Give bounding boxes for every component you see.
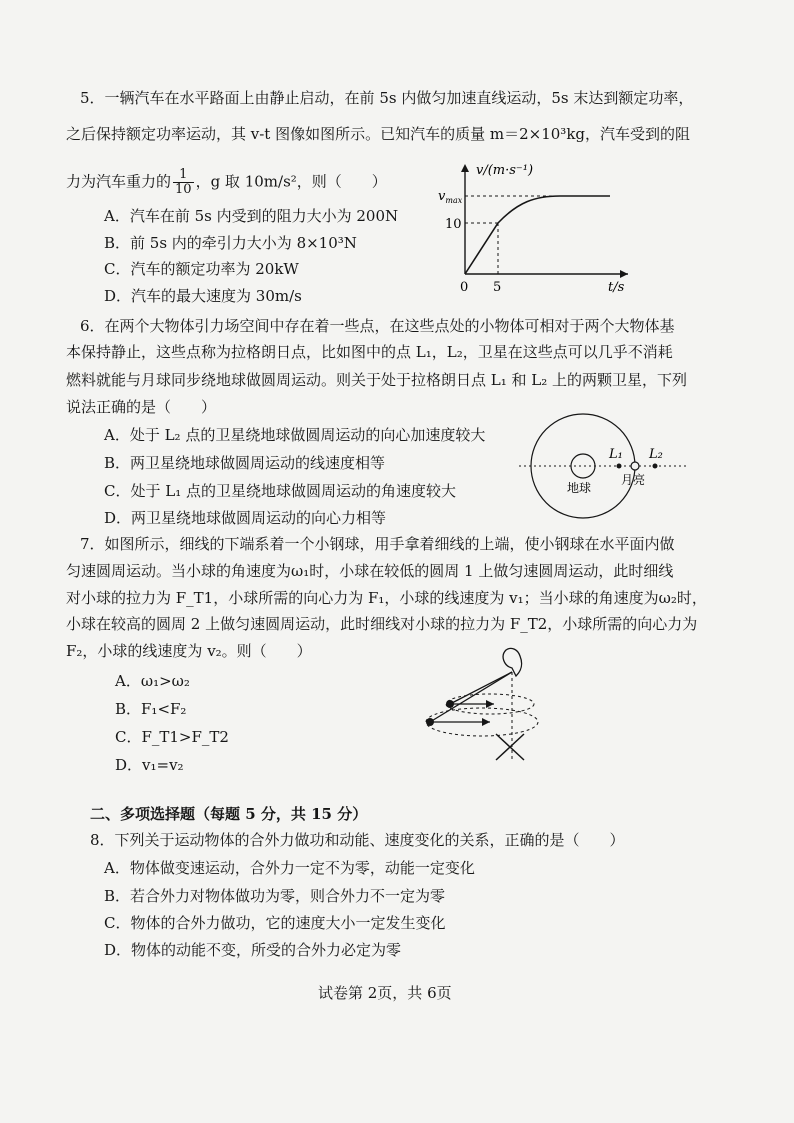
q6-line-4: 说法正确的是（ ） bbox=[66, 398, 217, 416]
q5-option-b: B．前 5s 内的牵引力大小为 8×10³N bbox=[104, 234, 357, 252]
q7-pendulum-figure bbox=[420, 642, 550, 767]
q6-earth-label: 地球 bbox=[567, 481, 592, 495]
q8-option-d: D．物体的动能不变，所受的合外力必定为零 bbox=[104, 941, 402, 959]
q5-fraction-numerator: 1 bbox=[173, 168, 194, 183]
q6-l1-label: L₁ bbox=[609, 447, 623, 462]
q5-line-1: 5．一辆汽车在水平路面上由静止启动，在前 5s 内做匀加速直线运动，5s 末达到额定功率， bbox=[80, 89, 694, 107]
q7-option-a: A．ω₁>ω₂ bbox=[115, 672, 190, 690]
q6-line-1: 6．在两个大物体引力场空间中存在着一些点，在这些点处的小物体可相对于两个大物体基 bbox=[80, 317, 675, 335]
q6-option-b: B．两卫星绕地球做圆周运动的线速度相等 bbox=[104, 454, 386, 472]
q6-option-d: D．两卫星绕地球做圆周运动的向心力相等 bbox=[104, 509, 387, 527]
q5-fraction-denominator: 10 bbox=[175, 182, 192, 197]
q7-ball-2 bbox=[446, 700, 454, 708]
q8-line-1: 8．下列关于运动物体的合外力做功和动能、速度变化的关系，正确的是（ ） bbox=[90, 831, 625, 849]
q7-option-c: C．F_T1>F_T2 bbox=[115, 728, 229, 746]
section-2-title: 二、多项选择题（每题 5 分，共 15 分） bbox=[90, 805, 368, 823]
q7-string-2 bbox=[450, 672, 512, 704]
q5-vt-graph bbox=[430, 156, 640, 296]
q7-arrow-2 bbox=[486, 700, 494, 708]
q7-line-5: F₂，小球的线速度为 v₂。则（ ） bbox=[66, 642, 312, 660]
q8-option-b: B．若合外力对物体做功为零，则合外力不一定为零 bbox=[104, 887, 446, 905]
q5-graph-xlabel: t/s bbox=[608, 280, 625, 295]
q5-line-3-prefix: 力为汽车重力的 bbox=[66, 172, 172, 191]
q5-graph-x-tick-5: 5 bbox=[493, 280, 502, 295]
q6-line-2: 本保持静止，这些点称为拉格朗日点，比如图中的点 L₁，L₂，卫星在这些点可以几乎不消耗 bbox=[66, 343, 673, 361]
q5-fraction bbox=[173, 168, 194, 197]
q5-graph-vmax-label bbox=[438, 189, 463, 205]
q7-line-2: 匀速圆周运动。当小球的角速度为ω₁时，小球在较低的圆周 1 上做匀速圆周运动，此时细线 bbox=[66, 562, 674, 580]
q5-graph-vmax-sub: max bbox=[445, 196, 463, 205]
q5-graph-x-arrow bbox=[620, 270, 628, 278]
q7-hand-icon bbox=[503, 648, 522, 676]
q7-option-d: D．v₁=v₂ bbox=[115, 756, 184, 774]
q7-line-4: 小球在较高的圆周 2 上做匀速圆周运动，此时细线对小球的拉力为 F_T2，小球所需的向心力为 bbox=[66, 615, 698, 633]
q7-line-3: 对小球的拉力为 F_T1，小球所需的向心力为 F₁，小球的线速度为 v₁；当小球的角速度为ω₂时， bbox=[66, 589, 707, 607]
q7-ball-1 bbox=[426, 718, 434, 726]
q8-option-a: A．物体做变速运动，合外力一定不为零，动能一定变化 bbox=[104, 859, 475, 877]
q5-graph-ylabel: v/(m·s⁻¹) bbox=[476, 163, 534, 178]
q7-option-b: B．F₁<F₂ bbox=[115, 700, 187, 718]
q7-arrow-1 bbox=[482, 718, 490, 726]
q6-l1-point bbox=[617, 464, 622, 469]
q5-graph-vmax-v: v bbox=[438, 189, 446, 204]
q5-graph-y-tick-10: 10 bbox=[445, 217, 462, 232]
q5-line-3-suffix: ，g 取 10m/s²，则（ ） bbox=[195, 172, 387, 191]
q7-line-1: 7．如图所示，细线的下端系着一个小钢球，用手拿着细线的上端，使小钢球在水平面内做 bbox=[80, 535, 675, 553]
q5-graph-curve bbox=[465, 196, 610, 274]
q5-option-a: A．汽车在前 5s 内受到的阻力大小为 200N bbox=[104, 207, 399, 225]
q6-option-a: A．处于 L₂ 点的卫星绕地球做圆周运动的向心加速度较大 bbox=[104, 426, 486, 444]
q6-moon-label: 月亮 bbox=[621, 473, 646, 487]
q5-line-3 bbox=[66, 168, 387, 197]
q6-l2-point bbox=[653, 464, 658, 469]
q8-option-c: C．物体的合外力做功，它的速度大小一定发生变化 bbox=[104, 914, 446, 932]
q6-option-c: C．处于 L₁ 点的卫星绕地球做圆周运动的角速度较大 bbox=[104, 482, 456, 500]
q5-graph-y-arrow bbox=[461, 164, 469, 172]
q5-option-d: D．汽车的最大速度为 30m/s bbox=[104, 287, 302, 305]
q5-option-c: C．汽车的额定功率为 20kW bbox=[104, 260, 299, 278]
q6-line-3: 燃料就能与月球同步绕地球做圆周运动。则关于处于拉格朗日点 L₁ 和 L₂ 上的两颗卫星，下列 bbox=[66, 371, 688, 389]
q5-line-2: 之后保持额定功率运动，其 v-t 图像如图所示。已知汽车的质量 m＝2×10³kg，汽车受到的阻 bbox=[66, 125, 691, 143]
q6-l2-label: L₂ bbox=[649, 447, 663, 462]
q6-moon bbox=[631, 462, 639, 470]
page-footer: 试卷第 2页，共 6页 bbox=[318, 984, 452, 1002]
q5-graph-origin: 0 bbox=[460, 280, 469, 295]
q6-lagrange-figure bbox=[515, 412, 690, 520]
q7-string-1 bbox=[430, 672, 512, 722]
